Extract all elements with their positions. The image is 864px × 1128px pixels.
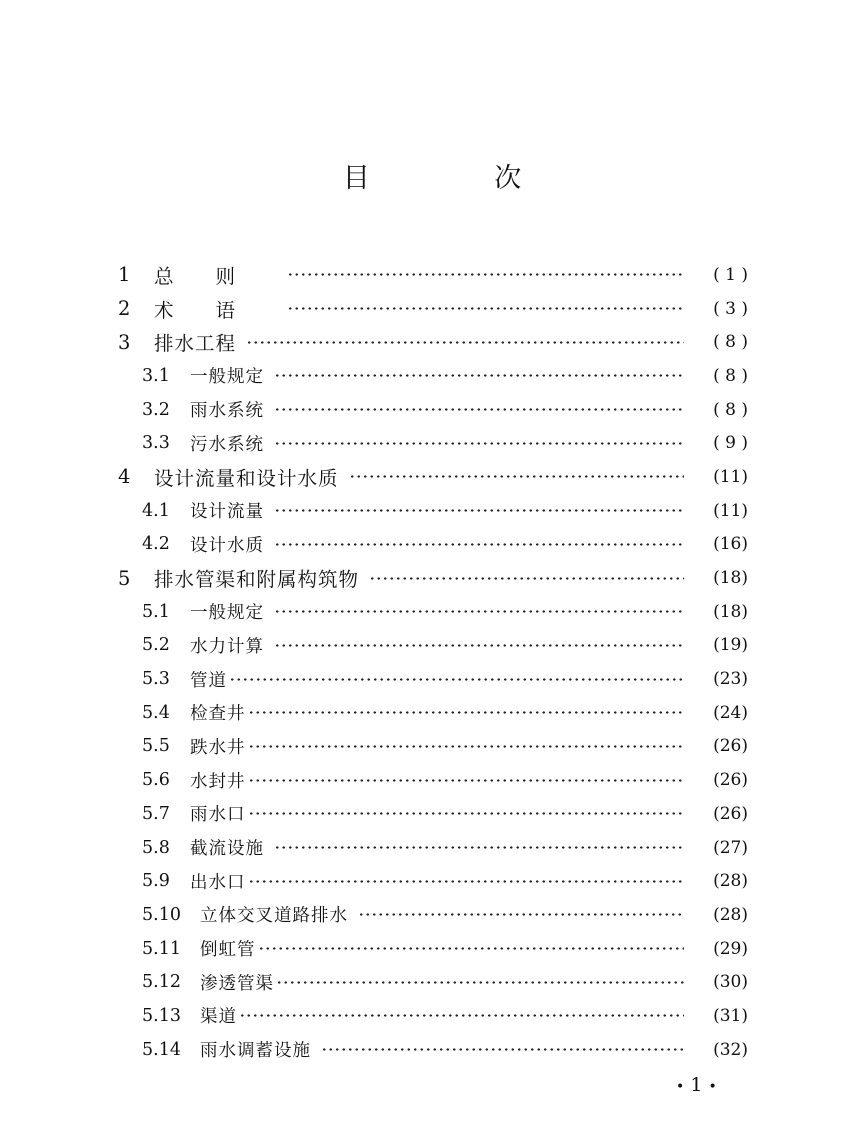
- page-footer: [676, 1074, 717, 1096]
- leader-dots: [248, 880, 685, 883]
- toc-entry-4-2[interactable]: [118, 528, 748, 562]
- entry-label: 渠道: [200, 1007, 237, 1028]
- entry-label: 倒虹管: [200, 940, 256, 961]
- entry-page: ( 8 ): [713, 399, 748, 420]
- entry-page: (28): [713, 904, 748, 925]
- leader-dots: [248, 812, 685, 815]
- leader-dots: [274, 374, 684, 377]
- toc-list: [118, 258, 748, 1067]
- entry-number: 5.3: [142, 669, 170, 690]
- toc-entry-3-1[interactable]: [118, 359, 748, 393]
- entry-page: (19): [713, 635, 748, 656]
- toc-entry-5-6[interactable]: [118, 763, 748, 797]
- entry-page: (18): [713, 568, 748, 589]
- entry-number: 5.8: [142, 837, 170, 858]
- entry-number: 3.1: [142, 365, 170, 386]
- leader-dots: [358, 913, 684, 916]
- entry-number: 5.13: [142, 1005, 181, 1026]
- leader-dots: [274, 442, 684, 445]
- entry-label: 立体交叉道路排水: [200, 906, 348, 927]
- leader-dots: [321, 1048, 684, 1051]
- toc-entry-5-11[interactable]: [118, 932, 748, 966]
- leader-dots: [274, 509, 684, 512]
- leader-dots: [276, 981, 684, 984]
- entry-number: 5.6: [142, 770, 170, 791]
- leader-dots: [229, 678, 684, 681]
- entry-page: ( 1 ): [713, 264, 748, 285]
- entry-label: 出水口: [190, 872, 246, 893]
- entry-label: 污水系统: [190, 434, 264, 455]
- toc-entry-5-2[interactable]: [118, 629, 748, 663]
- entry-label: 设计水质: [190, 535, 264, 556]
- leader-dots: [248, 711, 685, 714]
- entry-label: 水力计算: [190, 636, 264, 657]
- page-number: 1: [690, 1074, 703, 1096]
- entry-number: 5.2: [142, 635, 170, 656]
- toc-entry-2[interactable]: [118, 292, 748, 326]
- leader-dots: [248, 779, 685, 782]
- toc-entry-3-2[interactable]: [118, 393, 748, 427]
- entry-label: 雨水调蓄设施: [200, 1041, 311, 1062]
- entry-page: (27): [713, 837, 748, 858]
- entry-label: 截流设施: [190, 839, 264, 860]
- leader-dots: [274, 543, 684, 546]
- toc-entry-5-12[interactable]: [118, 965, 748, 999]
- toc-entry-5-9[interactable]: [118, 864, 748, 898]
- toc-entry-5-8[interactable]: [118, 831, 748, 865]
- entry-label: 排水工程: [154, 332, 237, 356]
- toc-entry-3-3[interactable]: [118, 426, 748, 460]
- entry-page: (31): [713, 1005, 748, 1026]
- toc-entry-5-14[interactable]: [118, 1033, 748, 1067]
- toc-title: 目 次: [342, 163, 580, 194]
- entry-number: 5.14: [142, 1039, 181, 1060]
- entry-label: 一般规定: [190, 603, 264, 624]
- leader-dots: [287, 273, 684, 276]
- entry-number: 4.1: [142, 500, 170, 521]
- entry-page: (16): [713, 534, 748, 555]
- entry-number: 5.11: [142, 938, 181, 959]
- leader-dots: [287, 307, 684, 310]
- entry-label: 管道: [190, 670, 227, 691]
- entry-number: 5.10: [142, 904, 181, 925]
- entry-label: 渗透管渠: [200, 973, 274, 994]
- toc-entry-5-5[interactable]: [118, 730, 748, 764]
- entry-page: (23): [713, 669, 748, 690]
- toc-entry-5-4[interactable]: [118, 696, 748, 730]
- entry-number: 5.7: [142, 803, 170, 824]
- entry-number: 4: [118, 465, 131, 489]
- entry-label: 总则: [154, 264, 278, 288]
- leader-dots: [274, 610, 684, 613]
- entry-page: ( 9 ): [713, 433, 748, 454]
- leader-dots: [239, 1014, 684, 1017]
- entry-label: 检查井: [190, 704, 246, 725]
- leader-dots: [369, 577, 684, 580]
- entry-label: 设计流量: [190, 502, 264, 523]
- entry-number: 3.3: [142, 433, 170, 454]
- entry-label: 雨水系统: [190, 401, 264, 422]
- leader-dots: [349, 475, 684, 478]
- bullet-left: •: [676, 1079, 685, 1095]
- toc-entry-5[interactable]: [118, 561, 748, 595]
- entry-number: 5.9: [142, 871, 170, 892]
- entry-label: 设计流量和设计水质: [154, 466, 339, 490]
- entry-number: 5.1: [142, 601, 170, 622]
- entry-label: 跌水井: [190, 737, 246, 758]
- leader-dots: [246, 341, 684, 344]
- toc-entry-5-1[interactable]: [118, 595, 748, 629]
- entry-page: (26): [713, 770, 748, 791]
- entry-page: (24): [713, 702, 748, 723]
- toc-entry-5-13[interactable]: [118, 999, 748, 1033]
- entry-page: ( 8 ): [713, 332, 748, 353]
- toc-entry-1[interactable]: [118, 258, 748, 292]
- toc-entry-5-10[interactable]: [118, 898, 748, 932]
- toc-entry-4[interactable]: [118, 460, 748, 494]
- entry-page: (29): [713, 938, 748, 959]
- entry-number: 1: [118, 263, 131, 287]
- entry-label: 一般规定: [190, 367, 264, 388]
- entry-page: (11): [713, 500, 748, 521]
- leader-dots: [274, 846, 684, 849]
- entry-label: 术语: [154, 298, 278, 322]
- entry-number: 5.12: [142, 972, 181, 993]
- entry-label: 水封井: [190, 771, 246, 792]
- entry-page: (26): [713, 736, 748, 757]
- entry-label: 排水管渠和附属构筑物: [154, 568, 360, 592]
- leader-dots: [274, 644, 684, 647]
- toc-entry-5-7[interactable]: [118, 797, 748, 831]
- toc-entry-5-3[interactable]: [118, 662, 748, 696]
- entry-page: ( 8 ): [713, 365, 748, 386]
- entry-page: (28): [713, 871, 748, 892]
- entry-number: 4.2: [142, 534, 170, 555]
- entry-number: 5: [118, 566, 131, 590]
- leader-dots: [274, 408, 684, 411]
- entry-number: 5.5: [142, 736, 170, 757]
- toc-entry-3[interactable]: [118, 325, 748, 359]
- entry-number: 5.4: [142, 702, 170, 723]
- entry-page: (32): [713, 1039, 748, 1060]
- entry-page: ( 3 ): [713, 298, 748, 319]
- entry-number: 3.2: [142, 399, 170, 420]
- leader-dots: [248, 745, 685, 748]
- entry-number: 3: [118, 330, 131, 354]
- entry-page: (30): [713, 972, 748, 993]
- entry-page: (26): [713, 803, 748, 824]
- leader-dots: [258, 947, 685, 950]
- entry-number: 2: [118, 297, 131, 321]
- entry-label: 雨水口: [190, 805, 246, 826]
- toc-entry-4-1[interactable]: [118, 494, 748, 528]
- entry-page: (18): [713, 601, 748, 622]
- entry-page: (11): [713, 466, 748, 487]
- bullet-right: •: [708, 1079, 717, 1095]
